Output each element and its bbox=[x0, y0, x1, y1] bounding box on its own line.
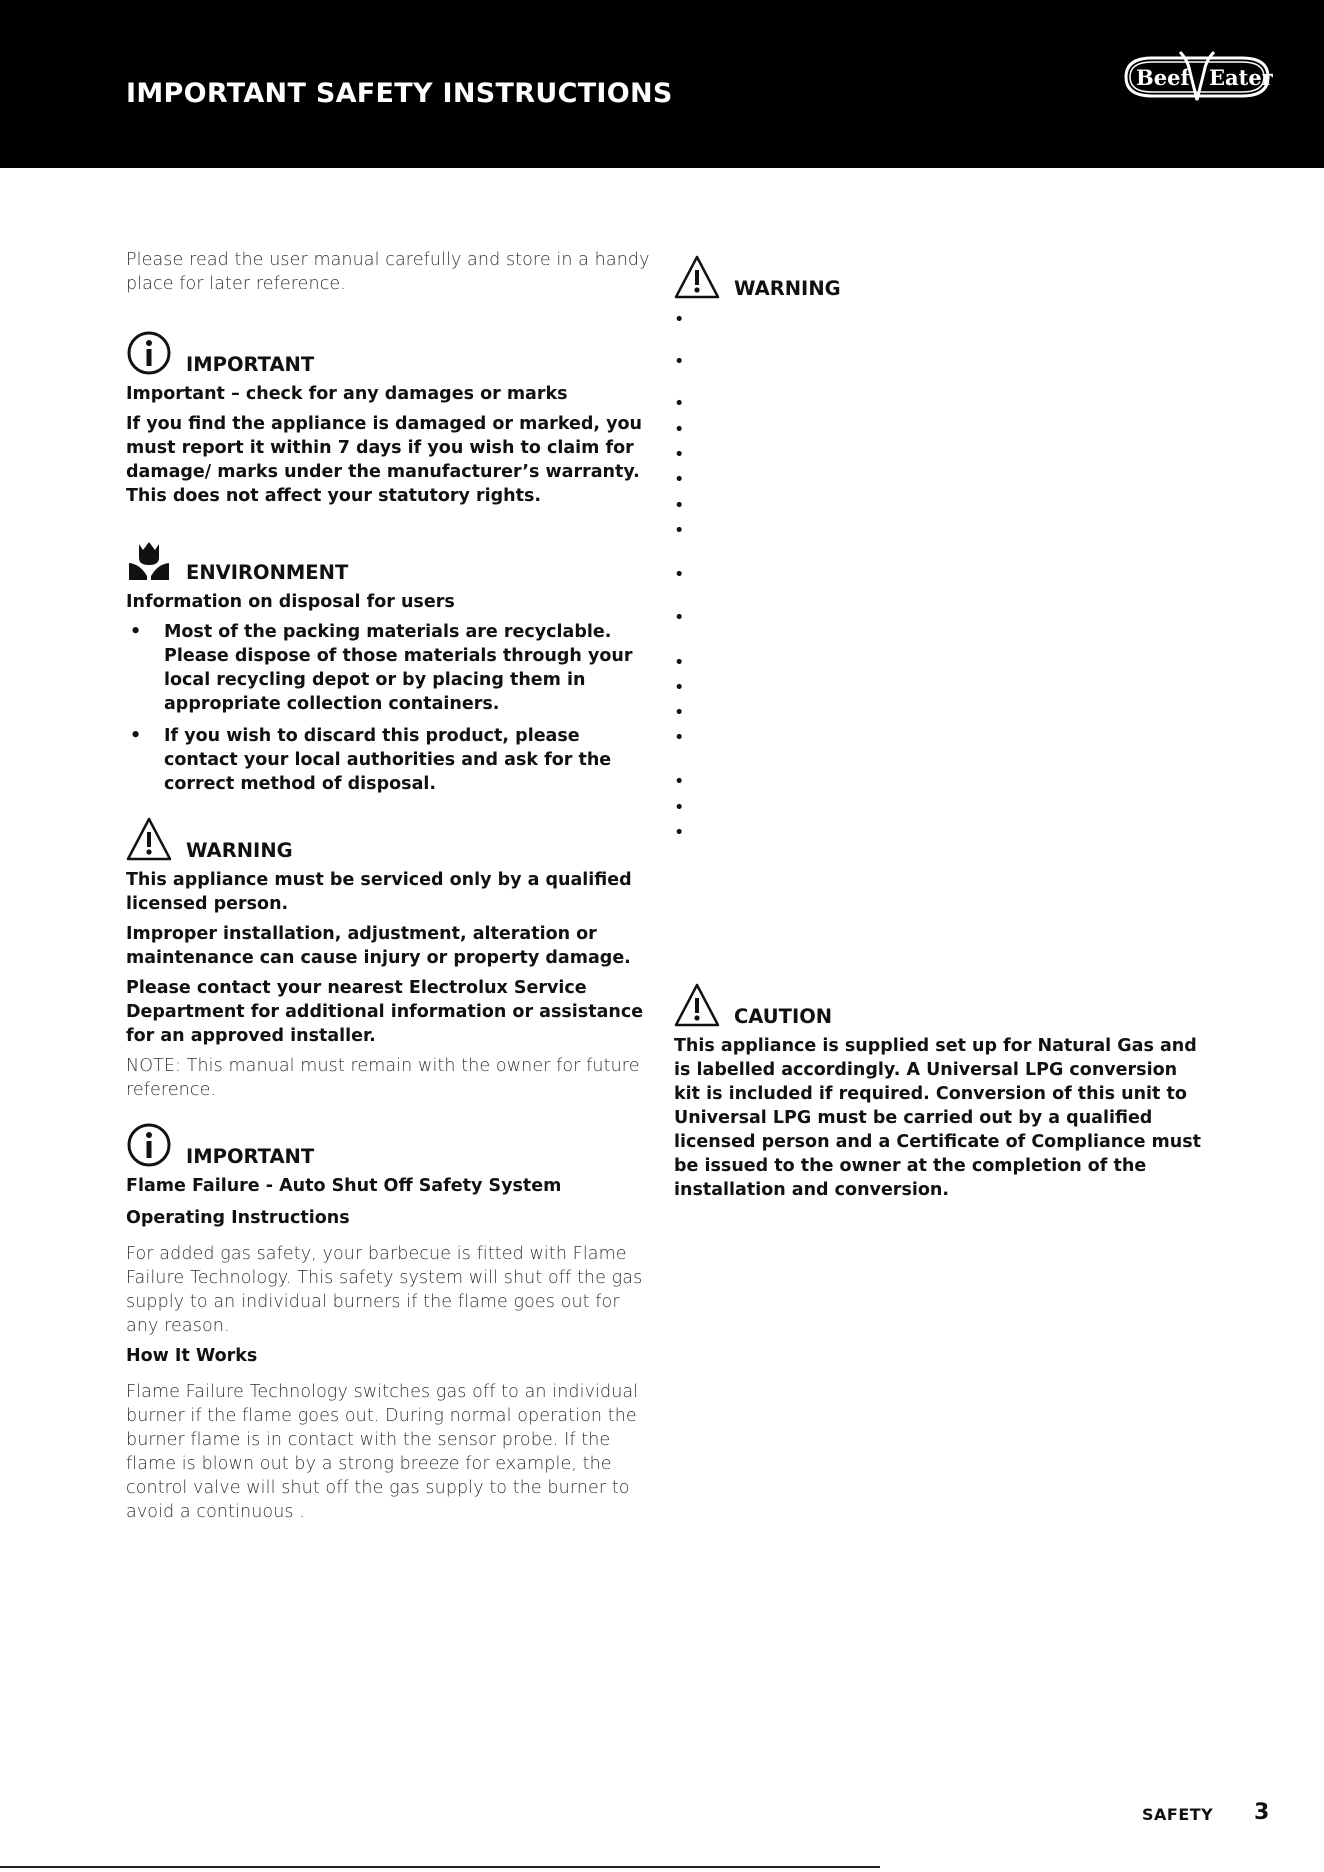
important-heading-text: IMPORTANT bbox=[186, 1145, 315, 1168]
warning-icon bbox=[674, 982, 720, 1028]
list-item: • Most of the packing materials are recyclable. Please dispose of those materials through your local recycling depot or by placing them in appropriate collection containers. bbox=[126, 620, 656, 716]
warning-paragraph: Improper installation, adjustment, alteration or maintenance can cause injury or property damage. bbox=[126, 924, 631, 968]
warning-heading-right bbox=[674, 248, 1204, 300]
important-heading-2 bbox=[126, 1116, 656, 1168]
bullet-marker: • bbox=[674, 798, 685, 818]
flame-failure-subheading: Flame Failure - Auto Shut Off Safety System bbox=[126, 1176, 562, 1196]
bullet-marker: • bbox=[674, 608, 685, 628]
bullet-marker: • bbox=[674, 394, 685, 414]
bullet-marker: • bbox=[674, 823, 685, 843]
bullet-marker: • bbox=[674, 565, 685, 585]
bullet-marker: • bbox=[674, 420, 685, 440]
bullet-marker: • bbox=[674, 521, 685, 541]
important-body: If you find the appliance is damaged or marked, you must report it within 7 days if you wish to claim for damage/ marks under the manufacturer’s warranty. This does not affect your statutory rights. bbox=[126, 414, 643, 506]
left-column bbox=[126, 248, 656, 1524]
environment-heading bbox=[126, 532, 656, 584]
warning-icon bbox=[126, 816, 172, 862]
caution-heading-text: CAUTION bbox=[734, 1005, 833, 1028]
bullet-marker: • bbox=[674, 352, 685, 372]
environment-list bbox=[126, 620, 656, 796]
right-column bbox=[674, 248, 1204, 306]
warning-bullet-list bbox=[674, 310, 694, 970]
warning-icon bbox=[674, 254, 720, 300]
how-it-works-body: Flame Failure Technology switches gas off to an individual burner if the flame goes out. During normal operation the burner flame is in contact with the sensor probe. If the flame is blown out by a strong breeze for example, the control valve will shut off the gas supply to the burner to avoid a continuous . bbox=[126, 1382, 639, 1522]
note-text: NOTE: This manual must remain with the owner for future reference. bbox=[126, 1056, 640, 1100]
warning-paragraph: Please contact your nearest Electrolux Service Department for additional information or assistance for an approved installer. bbox=[126, 978, 644, 1046]
page-number: 3 bbox=[1254, 1800, 1270, 1825]
beefeater-logo bbox=[1112, 42, 1282, 112]
bullet-marker: • bbox=[674, 728, 685, 748]
caution-body: This appliance is supplied set up for Natural Gas and is labelled accordingly. A Universal LPG conversion kit is included if required. Conversion of this unit to Universal LPG must be carried out by a qualified licensed person and a Certificate of Compliance must be issued to the owner at the completion of the installation and conversion. bbox=[674, 1036, 1202, 1200]
page-header bbox=[0, 0, 1324, 168]
how-it-works-subheading: How It Works bbox=[126, 1346, 258, 1366]
operating-instructions-subheading: Operating Instructions bbox=[126, 1208, 350, 1228]
footer-section-label: SAFETY bbox=[1142, 1805, 1214, 1824]
warning-heading-text: WARNING bbox=[186, 839, 293, 862]
recycle-flower-icon bbox=[126, 538, 172, 584]
environment-heading-text: ENVIRONMENT bbox=[186, 561, 349, 584]
logo-right-text: Eater bbox=[1209, 65, 1273, 90]
bullet-marker: • bbox=[674, 496, 685, 516]
info-icon bbox=[126, 330, 172, 376]
important-heading-1 bbox=[126, 324, 656, 376]
caution-section bbox=[674, 976, 1204, 1202]
warning-heading-text: WARNING bbox=[734, 277, 841, 300]
bullet-marker: • bbox=[674, 310, 685, 330]
bullet-marker: • bbox=[674, 445, 685, 465]
important-subheading: Important – check for any damages or marks bbox=[126, 384, 568, 404]
warning-paragraph: This appliance must be serviced only by a qualified licensed person. bbox=[126, 870, 632, 914]
important-heading-text: IMPORTANT bbox=[186, 353, 315, 376]
bullet-marker: • bbox=[674, 678, 685, 698]
bullet-marker: • bbox=[674, 470, 685, 490]
intro-text: Please read the user manual carefully and store in a handy place for later reference. bbox=[126, 250, 650, 294]
bottom-divider bbox=[0, 1866, 880, 1868]
caution-heading bbox=[674, 976, 1204, 1028]
environment-subheading: Information on disposal for users bbox=[126, 592, 455, 612]
info-icon bbox=[126, 1122, 172, 1168]
list-item: • If you wish to discard this product, please contact your local authorities and ask for the correct method of disposal. bbox=[126, 724, 656, 796]
page-title: IMPORTANT SAFETY INSTRUCTIONS bbox=[126, 78, 673, 109]
warning-heading-left bbox=[126, 810, 656, 862]
flame-failure-body: For added gas safety, your barbecue is fitted with Flame Failure Technology. This safety system will shut off the gas supply to an individual burners if the flame goes out for any reason. bbox=[126, 1244, 643, 1336]
bullet-marker: • bbox=[674, 703, 685, 723]
bullet-marker: • bbox=[674, 653, 685, 673]
logo-left-text: Beef bbox=[1136, 65, 1190, 90]
bullet-marker: • bbox=[674, 772, 685, 792]
